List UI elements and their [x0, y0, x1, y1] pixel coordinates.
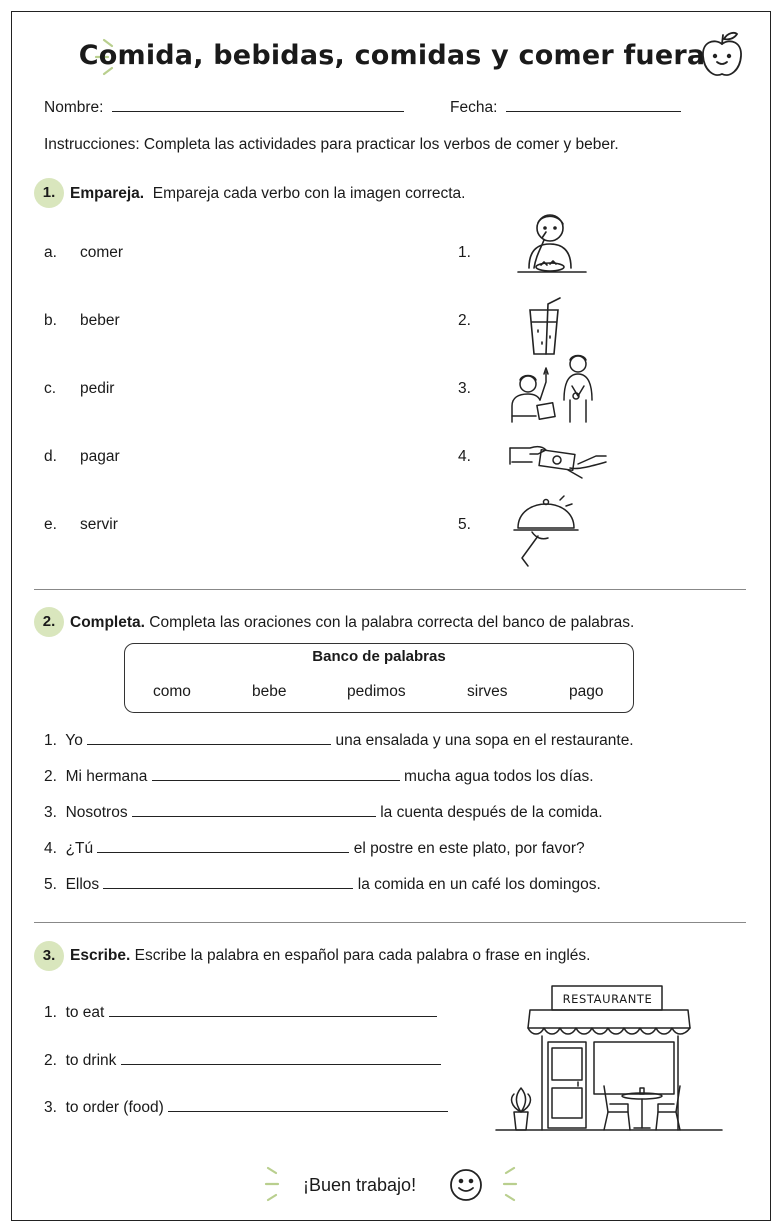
sparkle-icon — [262, 1164, 286, 1204]
answer-blank[interactable] — [103, 888, 353, 889]
glass-with-straw-icon — [526, 296, 566, 358]
word-bank-item: como — [153, 683, 191, 700]
word-bank-item: sirves — [467, 683, 508, 700]
word-bank-item: bebe — [252, 683, 287, 700]
sentence-item — [44, 876, 601, 894]
english-phrase: to eat — [65, 1004, 105, 1021]
section2-heading — [70, 614, 634, 632]
apple-icon — [700, 30, 744, 80]
word-bank-item: pedimos — [347, 683, 406, 700]
sentence-end: una ensalada y una sopa en el restaurante. — [335, 732, 634, 749]
section3-text: Escribe la palabra en español para cada palabra o frase en inglés. — [134, 947, 591, 964]
sentence-number: 3. — [44, 804, 57, 821]
footer-message: ¡Buen trabajo! — [303, 1175, 417, 1195]
restaurant-sign-text: RESTAURANTE — [562, 992, 653, 1006]
translation-number: 2. — [44, 1052, 57, 1069]
name-label: Nombre: — [44, 99, 104, 116]
sentence-start: ¿Tú — [65, 840, 94, 857]
item-letter: e. — [44, 516, 57, 533]
sentence-number: 2. — [44, 768, 57, 785]
sentence-item — [44, 840, 585, 858]
word-bank-title: Banco de palabras — [312, 648, 446, 665]
restaurant-illustration — [494, 984, 724, 1134]
hand-serving-cloche-icon — [512, 496, 586, 570]
restaurant-icon — [494, 984, 724, 1134]
image-number: 2. — [458, 312, 471, 329]
sentence-start: Ellos — [65, 876, 100, 893]
section3-number: 3. — [34, 941, 64, 971]
image-number: 4. — [458, 448, 471, 465]
section2-number: 2. — [34, 607, 64, 637]
customer-ordering-waiter-icon — [506, 352, 602, 426]
sentence-number: 1. — [44, 732, 57, 749]
date-label: Fecha: — [450, 99, 498, 116]
translation-item — [44, 1004, 437, 1022]
sentence-item — [44, 732, 634, 750]
answer-blank[interactable] — [87, 744, 331, 745]
translation-item — [44, 1099, 448, 1117]
sentence-item — [44, 768, 594, 786]
answer-blank[interactable] — [168, 1111, 448, 1112]
instructions: Instrucciones: Completa las actividades para practicar los verbos de comer y beber. — [44, 136, 619, 153]
section-divider — [34, 589, 746, 590]
section1-heading — [70, 185, 465, 203]
answer-blank[interactable] — [132, 816, 376, 817]
sentence-start: Nosotros — [65, 804, 128, 821]
answer-blank[interactable] — [109, 1016, 437, 1017]
verb-word: pedir — [80, 380, 115, 397]
section1-text: Empareja cada verbo con la imagen correcta. — [152, 185, 466, 202]
sentence-end: el postre en este plato, por favor? — [353, 840, 585, 857]
sentence-number: 5. — [44, 876, 57, 893]
answer-blank[interactable] — [152, 780, 400, 781]
sentence-item — [44, 804, 603, 822]
sparkle-icon — [496, 1164, 520, 1204]
section-divider — [34, 922, 746, 923]
item-letter: b. — [44, 312, 57, 329]
translation-item — [44, 1052, 441, 1070]
verb-word: servir — [80, 516, 118, 533]
answer-blank[interactable] — [121, 1064, 441, 1065]
verb-word: pagar — [80, 448, 120, 465]
english-phrase: to drink — [65, 1052, 117, 1069]
item-letter: a. — [44, 244, 57, 261]
translation-number: 3. — [44, 1099, 57, 1116]
section1-number: 1. — [34, 178, 64, 208]
verb-word: beber — [80, 312, 120, 329]
sentence-number: 4. — [44, 840, 57, 857]
date-field[interactable] — [450, 99, 681, 117]
person-eating-icon — [514, 210, 590, 280]
section2-text: Completa las oraciones con la palabra correcta del banco de palabras. — [149, 614, 635, 631]
sentence-end: mucha agua todos los días. — [404, 768, 594, 785]
date-blank[interactable] — [506, 111, 681, 112]
english-phrase: to order (food) — [65, 1099, 164, 1116]
section3-title: Escribe. — [70, 947, 131, 964]
section2-title: Completa. — [70, 614, 145, 631]
hand-paying-money-icon — [508, 440, 610, 484]
verb-word: comer — [80, 244, 124, 261]
section1-title: Empareja. — [70, 185, 145, 202]
translation-number: 1. — [44, 1004, 57, 1021]
image-number: 1. — [458, 244, 471, 261]
image-number: 3. — [458, 380, 471, 397]
page-title: Comida, bebidas, comidas y comer fuera — [78, 40, 706, 71]
word-bank-item: pago — [569, 683, 604, 700]
answer-blank[interactable] — [97, 852, 349, 853]
item-letter: c. — [44, 380, 57, 397]
sentence-start: Mi hermana — [65, 768, 148, 785]
name-field[interactable] — [44, 99, 404, 117]
name-blank[interactable] — [112, 111, 404, 112]
image-number: 5. — [458, 516, 471, 533]
section3-heading — [70, 947, 590, 965]
item-letter: d. — [44, 448, 57, 465]
smiley-icon — [448, 1167, 484, 1203]
sentence-end: la cuenta después de la comida. — [380, 804, 603, 821]
sentence-end: la comida en un café los domingos. — [357, 876, 601, 893]
sentence-start: Yo — [65, 732, 83, 749]
word-bank — [124, 643, 634, 713]
